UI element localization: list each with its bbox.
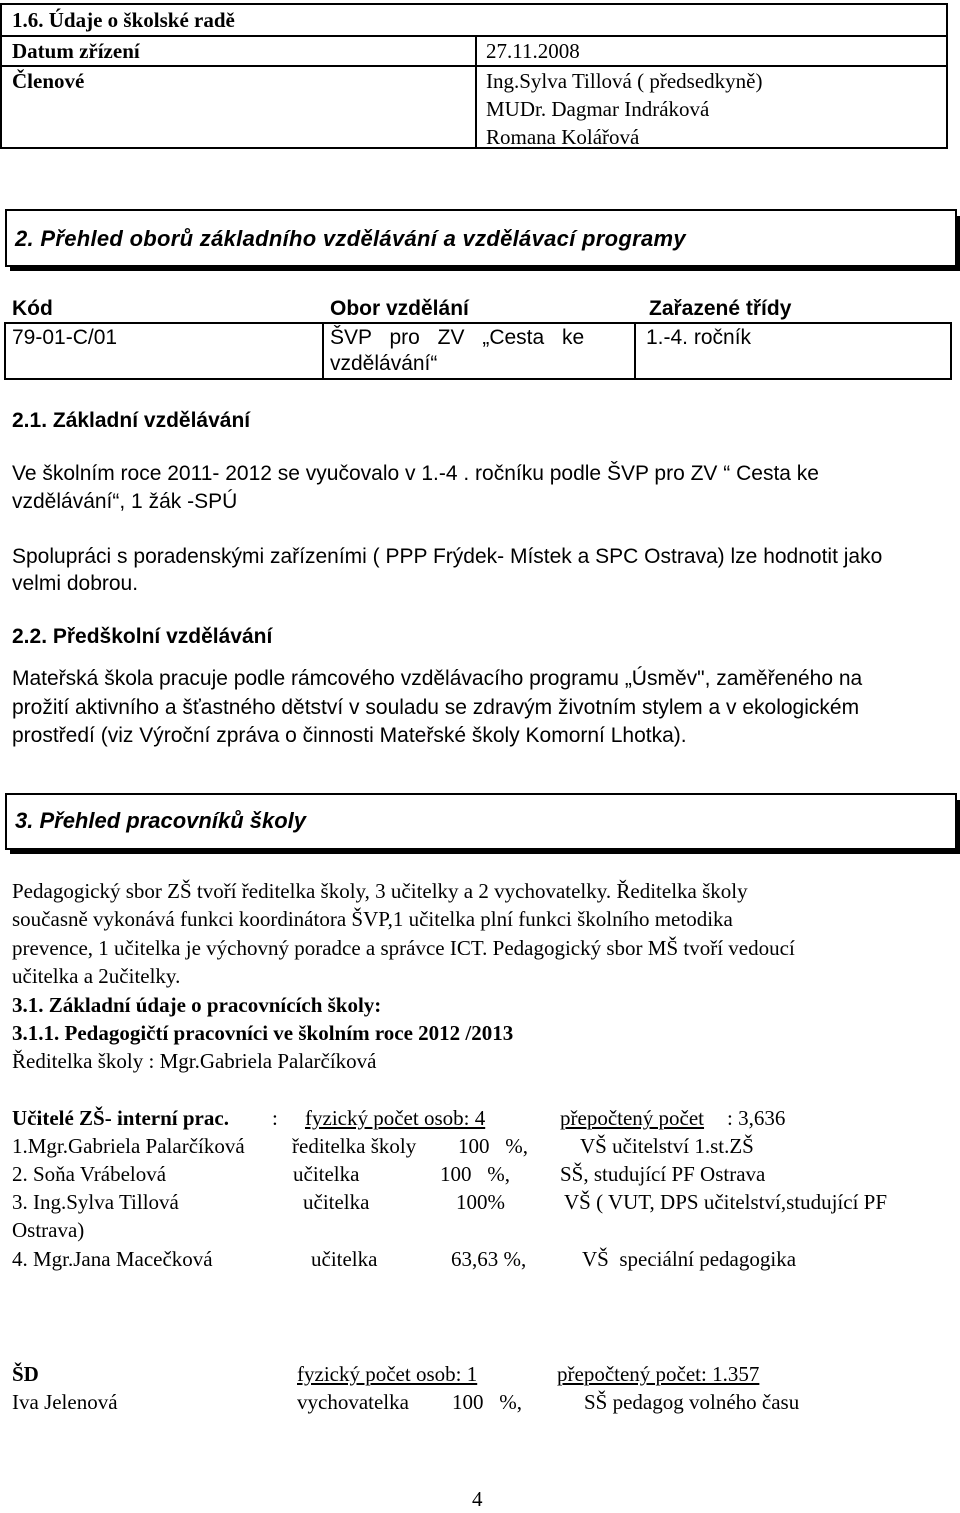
school-board-table bbox=[0, 3, 948, 149]
teacher-2-load: 100 %, bbox=[440, 1162, 510, 1186]
s3-p1-line4: učitelka a 2učitelky. bbox=[12, 964, 181, 988]
teachers-recalc-value: : 3,636 bbox=[727, 1106, 786, 1130]
section2-heading-box bbox=[5, 209, 957, 267]
sub1-p2-line1: Spolupráci s poradenskými zařízeními ( PPP Frýdek- Místek a SPC Ostrava) lze hodnotit jako bbox=[12, 545, 883, 568]
field-name-line1: ŠVP pro ZV „Cesta ke bbox=[330, 326, 585, 349]
teacher-1-edu: VŠ učitelství 1.st.ZŠ bbox=[580, 1134, 754, 1158]
board-title-row bbox=[2, 5, 946, 37]
teacher-1-role: ředitelka školy bbox=[292, 1134, 417, 1158]
board-founded-row bbox=[2, 37, 946, 67]
sd-role: vychovatelka bbox=[297, 1390, 409, 1414]
field-classes: 1.-4. ročník bbox=[646, 326, 752, 349]
teacher-2-name: 2. Soňa Vrábelová bbox=[12, 1162, 167, 1186]
s3-p1-line2: současně vykonává funkci koordinátora ŠVP,1 učitelka plní funkci školního metodika bbox=[12, 907, 733, 931]
col-header-code: Kód bbox=[12, 297, 53, 320]
sd-edu: SŠ pedagog volného času bbox=[584, 1390, 800, 1414]
s3-p1-line1: Pedagogický sbor ZŠ tvoří ředitelka školy, 3 učitelky a 2 vychovatelky. Ředitelka školy bbox=[12, 879, 748, 903]
board-divider bbox=[475, 37, 477, 149]
fields-table bbox=[4, 322, 952, 380]
sub2-line2: prožití aktivního a šťastného dětství v souladu se zdravým životním stylem a v ekologickém bbox=[12, 696, 860, 719]
col-header-classes: Zařazené třídy bbox=[649, 297, 792, 320]
member-2: MUDr. Dagmar Indráková bbox=[486, 97, 710, 121]
teachers-label: Učitelé ZŠ- interní prac. bbox=[12, 1106, 229, 1130]
board-title: 1.6. Údaje o školské radě bbox=[12, 8, 235, 32]
teacher-2-edu: SŠ, studující PF Ostrava bbox=[560, 1162, 766, 1186]
sd-physical: fyzický počet osob: 1 bbox=[297, 1362, 478, 1386]
members-label: Členové bbox=[12, 69, 85, 93]
teacher-3-role: učitelka bbox=[303, 1190, 370, 1214]
teacher-3-edu: VŠ ( VUT, DPS učitelství,studující PF bbox=[564, 1190, 888, 1214]
member-3: Romana Kolářová bbox=[486, 125, 640, 149]
sub1-p1-line1: Ve školním roce 2011- 2012 se vyučovalo v 1.-4 . ročníku podle ŠVP pro ZV “ Cesta ke bbox=[12, 462, 819, 485]
page-number: 4 bbox=[472, 1487, 483, 1511]
teacher-4-role: učitelka bbox=[311, 1247, 378, 1271]
col-header-field: Obor vzdělání bbox=[330, 297, 469, 320]
s3-p1-line3: prevence, 1 učitelka je výchovný poradce a správce ICT. Pedagogický sbor MŠ tvoří vedoucí bbox=[12, 936, 795, 960]
founded-label: Datum zřízení bbox=[12, 39, 140, 63]
sd-label: ŠD bbox=[12, 1362, 39, 1386]
teachers-colon: : bbox=[272, 1106, 278, 1130]
sub1-p1-line2: vzdělávání“, 1 žák -SPÚ bbox=[12, 490, 238, 513]
sub2-heading: 2.2. Předškolní vzdělávání bbox=[12, 625, 273, 648]
teacher-2-role: učitelka bbox=[293, 1162, 360, 1186]
section3-heading: 3. Přehled pracovníků školy bbox=[15, 808, 307, 833]
teacher-1-load: 100 %, bbox=[458, 1134, 528, 1158]
fields-divider-2 bbox=[634, 324, 636, 378]
teacher-3-name: 3. Ing.Sylva Tillová bbox=[12, 1190, 179, 1214]
teacher-1-name: 1.Mgr.Gabriela Palarčíková bbox=[12, 1134, 245, 1158]
teacher-4-edu: VŠ speciální pedagogika bbox=[582, 1247, 797, 1271]
teacher-3-continuation: Ostrava) bbox=[12, 1218, 85, 1242]
sd-name: Iva Jelenová bbox=[12, 1390, 118, 1414]
sub2-line1: Mateřská škola pracuje podle rámcového vzdělávacího programu „Úsměv", zaměřeného na bbox=[12, 667, 863, 690]
section3-heading-box bbox=[5, 793, 957, 850]
teachers-physical: fyzický počet osob: 4 bbox=[305, 1106, 486, 1130]
field-code: 79-01-C/01 bbox=[12, 326, 118, 349]
sub1-p2-line2: velmi dobrou. bbox=[12, 572, 139, 595]
sub1-heading: 2.1. Základní vzdělávání bbox=[12, 409, 251, 432]
teacher-3-load: 100% bbox=[456, 1190, 505, 1214]
sd-load: 100 %, bbox=[452, 1390, 522, 1414]
director-line: Ředitelka školy : Mgr.Gabriela Palarčíková bbox=[12, 1049, 377, 1073]
teacher-4-load: 63,63 %, bbox=[451, 1247, 527, 1271]
section2-heading: 2. Přehled oborů základního vzdělávání a vzdělávací programy bbox=[15, 226, 686, 251]
founded-value: 27.11.2008 bbox=[486, 39, 580, 63]
fields-divider-1 bbox=[322, 324, 324, 378]
teachers-recalc-label: přepočtený počet bbox=[560, 1106, 705, 1130]
sub2-line3: prostředí (viz Výroční zpráva o činnosti Mateřské školy Komorní Lhotka). bbox=[12, 724, 687, 747]
member-1: Ing.Sylva Tillová ( předsedkyně) bbox=[486, 69, 763, 93]
s3-sub11-heading: 3.1.1. Pedagogičtí pracovníci ve školním roce 2012 /2013 bbox=[12, 1021, 514, 1045]
field-name-line2: vzdělávání“ bbox=[330, 352, 438, 375]
s3-sub1-heading: 3.1. Základní údaje o pracovnících školy: bbox=[12, 993, 382, 1017]
teacher-4-name: 4. Mgr.Jana Macečková bbox=[12, 1247, 213, 1271]
sd-recalc: přepočtený počet: 1.357 bbox=[557, 1362, 760, 1386]
